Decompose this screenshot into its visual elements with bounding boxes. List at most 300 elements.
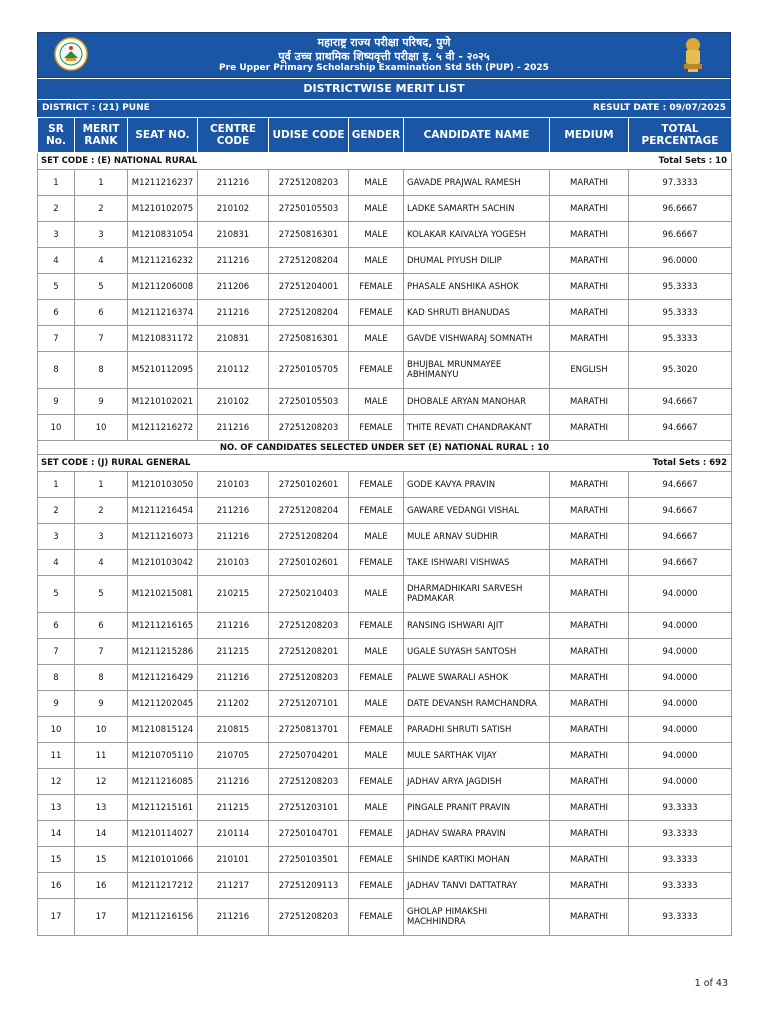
cell-gender: FEMALE	[349, 550, 404, 576]
cell-sr-no: 1	[38, 170, 75, 196]
cell-sr-no: 2	[38, 196, 75, 222]
cell-gender: MALE	[349, 196, 404, 222]
cell-udise-code: 27251208204	[269, 248, 349, 274]
cell-sr-no: 2	[38, 498, 75, 524]
cell-seat-no: M1211216073	[128, 524, 198, 550]
cell-candidate-name: MULE SARTHAK VIJAY	[404, 743, 550, 769]
cell-centre-code: 211217	[198, 873, 269, 899]
header-exam-name-marathi: पूर्व उच्च प्राथमिक शिष्यवृत्ती परीक्षा इ. ५ वी - २०२५	[278, 50, 490, 63]
table-row	[38, 524, 732, 550]
cell-medium: MARATHI	[550, 899, 629, 936]
cell-merit-rank: 7	[75, 326, 128, 352]
cell-seat-no: M1210705110	[128, 743, 198, 769]
cell-candidate-name: PARADHI SHRUTI SATISH	[404, 717, 550, 743]
cell-sr-no: 13	[38, 795, 75, 821]
cell-centre-code: 211216	[198, 524, 269, 550]
cell-centre-code: 211206	[198, 274, 269, 300]
cell-merit-rank: 9	[75, 389, 128, 415]
cell-sr-no: 5	[38, 576, 75, 613]
cell-total-percentage: 94.0000	[629, 743, 732, 769]
cell-merit-rank: 11	[75, 743, 128, 769]
table-row	[38, 717, 732, 743]
cell-centre-code: 210101	[198, 847, 269, 873]
cell-merit-rank: 12	[75, 769, 128, 795]
table-row	[38, 326, 732, 352]
cell-gender: MALE	[349, 248, 404, 274]
cell-medium: MARATHI	[550, 326, 629, 352]
cell-merit-rank: 2	[75, 196, 128, 222]
cell-total-percentage: 94.6667	[629, 498, 732, 524]
cell-sr-no: 3	[38, 222, 75, 248]
cell-candidate-name: BHUJBAL MRUNMAYEE ABHIMANYU	[404, 352, 550, 389]
table-row	[38, 665, 732, 691]
set-header-cell	[38, 455, 732, 472]
cell-merit-rank: 7	[75, 639, 128, 665]
cell-sr-no: 14	[38, 821, 75, 847]
cell-seat-no: M1210102021	[128, 389, 198, 415]
cell-gender: FEMALE	[349, 300, 404, 326]
cell-medium: MARATHI	[550, 769, 629, 795]
cell-medium: MARATHI	[550, 248, 629, 274]
cell-medium: MARATHI	[550, 576, 629, 613]
cell-seat-no: M1211216156	[128, 899, 198, 936]
cell-seat-no: M1211216237	[128, 170, 198, 196]
table-row	[38, 847, 732, 873]
cell-gender: MALE	[349, 743, 404, 769]
cell-merit-rank: 1	[75, 170, 128, 196]
state-emblem-icon	[680, 36, 706, 74]
cell-merit-rank: 2	[75, 498, 128, 524]
cell-centre-code: 210103	[198, 550, 269, 576]
cell-medium: MARATHI	[550, 222, 629, 248]
cell-total-percentage: 94.6667	[629, 415, 732, 441]
cell-gender: MALE	[349, 326, 404, 352]
cell-candidate-name: THITE REVATI CHANDRAKANT	[404, 415, 550, 441]
cell-medium: MARATHI	[550, 717, 629, 743]
cell-sr-no: 8	[38, 665, 75, 691]
cell-candidate-name: GHOLAP HIMAKSHI MACHHINDRA	[404, 899, 550, 936]
document-header	[37, 32, 731, 78]
cell-gender: FEMALE	[349, 847, 404, 873]
cell-merit-rank: 8	[75, 352, 128, 389]
cell-gender: FEMALE	[349, 613, 404, 639]
cell-seat-no: M1211216454	[128, 498, 198, 524]
header-council-name: महाराष्ट्र राज्य परीक्षा परिषद, पुणे	[317, 36, 451, 49]
col-centre-code: CENTRE CODE	[198, 118, 269, 153]
cell-seat-no: M1211206008	[128, 274, 198, 300]
cell-sr-no: 16	[38, 873, 75, 899]
col-udise-code: UDISE CODE	[269, 118, 349, 153]
header-exam-name-english: Pre Upper Primary Scholarship Examination Std 5th (PUP) - 2025	[219, 63, 549, 73]
cell-total-percentage: 94.0000	[629, 769, 732, 795]
table-row	[38, 550, 732, 576]
district-bar	[37, 99, 731, 117]
col-sr-no: SR No.	[38, 118, 75, 153]
cell-merit-rank: 6	[75, 300, 128, 326]
cell-merit-rank: 8	[75, 665, 128, 691]
cell-candidate-name: LADKE SAMARTH SACHIN	[404, 196, 550, 222]
cell-gender: MALE	[349, 639, 404, 665]
document-title: DISTRICTWISE MERIT LIST	[37, 78, 731, 99]
cell-total-percentage: 93.3333	[629, 899, 732, 936]
cell-total-percentage: 93.3333	[629, 821, 732, 847]
set-total-label: Total Sets : 10	[658, 156, 727, 166]
cell-sr-no: 11	[38, 743, 75, 769]
cell-sr-no: 17	[38, 899, 75, 936]
cell-udise-code: 27251208203	[269, 415, 349, 441]
cell-udise-code: 27250105705	[269, 352, 349, 389]
set-header-cell	[38, 153, 732, 170]
cell-centre-code: 210705	[198, 743, 269, 769]
cell-gender: FEMALE	[349, 717, 404, 743]
cell-sr-no: 7	[38, 326, 75, 352]
page-number: 1 of 43	[694, 978, 728, 989]
merit-table	[37, 117, 732, 936]
cell-seat-no: M5210112095	[128, 352, 198, 389]
cell-candidate-name: GAWARE VEDANGI VISHAL	[404, 498, 550, 524]
cell-sr-no: 12	[38, 769, 75, 795]
cell-centre-code: 211216	[198, 300, 269, 326]
cell-total-percentage: 94.6667	[629, 524, 732, 550]
set-code-label: SET CODE : (J) RURAL GENERAL	[41, 458, 191, 468]
cell-centre-code: 210815	[198, 717, 269, 743]
cell-medium: MARATHI	[550, 389, 629, 415]
cell-total-percentage: 94.0000	[629, 717, 732, 743]
cell-gender: MALE	[349, 389, 404, 415]
cell-candidate-name: DHARMADHIKARI SARVESH PADMAKAR	[404, 576, 550, 613]
cell-seat-no: M1210831172	[128, 326, 198, 352]
table-row	[38, 170, 732, 196]
cell-gender: MALE	[349, 576, 404, 613]
cell-merit-rank: 1	[75, 472, 128, 498]
cell-udise-code: 27250816301	[269, 222, 349, 248]
cell-udise-code: 27251208203	[269, 899, 349, 936]
table-row	[38, 899, 732, 936]
cell-seat-no: M1211215286	[128, 639, 198, 665]
set-summary: NO. OF CANDIDATES SELECTED UNDER SET (E) NATIONAL RURAL : 10	[38, 441, 732, 455]
cell-merit-rank: 17	[75, 899, 128, 936]
table-row	[38, 274, 732, 300]
cell-centre-code: 211216	[198, 613, 269, 639]
cell-sr-no: 15	[38, 847, 75, 873]
cell-sr-no: 10	[38, 717, 75, 743]
cell-merit-rank: 3	[75, 222, 128, 248]
col-merit-rank: MERIT RANK	[75, 118, 128, 153]
cell-medium: MARATHI	[550, 196, 629, 222]
cell-total-percentage: 95.3333	[629, 326, 732, 352]
cell-centre-code: 210831	[198, 326, 269, 352]
cell-candidate-name: KAD SHRUTI BHANUDAS	[404, 300, 550, 326]
cell-candidate-name: SHINDE KARTIKI MOHAN	[404, 847, 550, 873]
cell-medium: MARATHI	[550, 665, 629, 691]
cell-gender: MALE	[349, 222, 404, 248]
cell-gender: FEMALE	[349, 472, 404, 498]
cell-candidate-name: DHOBALE ARYAN MANOHAR	[404, 389, 550, 415]
cell-udise-code: 27250102601	[269, 472, 349, 498]
cell-candidate-name: GAVDE VISHWARAJ SOMNATH	[404, 326, 550, 352]
cell-centre-code: 210215	[198, 576, 269, 613]
cell-sr-no: 10	[38, 415, 75, 441]
cell-candidate-name: UGALE SUYASH SANTOSH	[404, 639, 550, 665]
cell-seat-no: M1210215081	[128, 576, 198, 613]
cell-gender: MALE	[349, 524, 404, 550]
cell-seat-no: M1211216429	[128, 665, 198, 691]
cell-merit-rank: 4	[75, 550, 128, 576]
cell-centre-code: 211215	[198, 795, 269, 821]
cell-medium: MARATHI	[550, 639, 629, 665]
cell-merit-rank: 10	[75, 415, 128, 441]
cell-seat-no: M1210103050	[128, 472, 198, 498]
cell-seat-no: M1211216165	[128, 613, 198, 639]
table-row	[38, 248, 732, 274]
cell-merit-rank: 4	[75, 248, 128, 274]
cell-medium: MARATHI	[550, 170, 629, 196]
cell-medium: MARATHI	[550, 691, 629, 717]
cell-merit-rank: 16	[75, 873, 128, 899]
cell-candidate-name: MULE ARNAV SUDHIR	[404, 524, 550, 550]
cell-gender: FEMALE	[349, 769, 404, 795]
cell-total-percentage: 93.3333	[629, 847, 732, 873]
cell-udise-code: 27251207101	[269, 691, 349, 717]
cell-udise-code: 27251209113	[269, 873, 349, 899]
cell-medium: MARATHI	[550, 743, 629, 769]
col-seat-no: SEAT NO.	[128, 118, 198, 153]
cell-total-percentage: 94.0000	[629, 576, 732, 613]
cell-udise-code: 27251208204	[269, 498, 349, 524]
cell-udise-code: 27250210403	[269, 576, 349, 613]
cell-merit-rank: 5	[75, 576, 128, 613]
cell-seat-no: M1211216374	[128, 300, 198, 326]
cell-centre-code: 211202	[198, 691, 269, 717]
cell-medium: MARATHI	[550, 873, 629, 899]
cell-total-percentage: 96.6667	[629, 222, 732, 248]
cell-gender: FEMALE	[349, 498, 404, 524]
cell-gender: FEMALE	[349, 352, 404, 389]
cell-seat-no: M1210102075	[128, 196, 198, 222]
cell-udise-code: 27251208203	[269, 665, 349, 691]
table-row	[38, 613, 732, 639]
cell-centre-code: 210102	[198, 196, 269, 222]
cell-seat-no: M1210101066	[128, 847, 198, 873]
cell-centre-code: 211216	[198, 665, 269, 691]
cell-udise-code: 27250102601	[269, 550, 349, 576]
col-gender: GENDER	[349, 118, 404, 153]
cell-gender: FEMALE	[349, 415, 404, 441]
cell-gender: FEMALE	[349, 821, 404, 847]
set-total-label: Total Sets : 692	[652, 458, 727, 468]
cell-merit-rank: 6	[75, 613, 128, 639]
cell-centre-code: 211215	[198, 639, 269, 665]
cell-medium: MARATHI	[550, 795, 629, 821]
cell-total-percentage: 94.6667	[629, 550, 732, 576]
cell-total-percentage: 96.0000	[629, 248, 732, 274]
cell-medium: MARATHI	[550, 472, 629, 498]
cell-total-percentage: 94.0000	[629, 665, 732, 691]
cell-candidate-name: GODE KAVYA PRAVIN	[404, 472, 550, 498]
cell-total-percentage: 94.6667	[629, 472, 732, 498]
cell-gender: FEMALE	[349, 873, 404, 899]
cell-sr-no: 3	[38, 524, 75, 550]
cell-gender: MALE	[349, 795, 404, 821]
cell-medium: MARATHI	[550, 613, 629, 639]
cell-seat-no: M1211216085	[128, 769, 198, 795]
cell-candidate-name: PINGALE PRANIT PRAVIN	[404, 795, 550, 821]
cell-medium: MARATHI	[550, 300, 629, 326]
cell-total-percentage: 94.0000	[629, 639, 732, 665]
cell-seat-no: M1211216272	[128, 415, 198, 441]
col-candidate-name: CANDIDATE NAME	[404, 118, 550, 153]
cell-udise-code: 27251208204	[269, 524, 349, 550]
cell-medium: MARATHI	[550, 274, 629, 300]
cell-centre-code: 210112	[198, 352, 269, 389]
cell-centre-code: 210831	[198, 222, 269, 248]
table-row	[38, 639, 732, 665]
cell-sr-no: 9	[38, 691, 75, 717]
cell-total-percentage: 95.3020	[629, 352, 732, 389]
cell-total-percentage: 97.3333	[629, 170, 732, 196]
cell-total-percentage: 94.6667	[629, 389, 732, 415]
cell-gender: MALE	[349, 170, 404, 196]
cell-centre-code: 211216	[198, 415, 269, 441]
cell-sr-no: 8	[38, 352, 75, 389]
cell-udise-code: 27251204001	[269, 274, 349, 300]
cell-udise-code: 27251203101	[269, 795, 349, 821]
cell-seat-no: M1210103042	[128, 550, 198, 576]
cell-medium: MARATHI	[550, 550, 629, 576]
cell-seat-no: M1211216232	[128, 248, 198, 274]
cell-candidate-name: DATE DEVANSH RAMCHANDRA	[404, 691, 550, 717]
cell-total-percentage: 94.0000	[629, 691, 732, 717]
cell-medium: MARATHI	[550, 847, 629, 873]
table-row	[38, 795, 732, 821]
cell-seat-no: M1210114027	[128, 821, 198, 847]
cell-udise-code: 27251208203	[269, 613, 349, 639]
cell-gender: FEMALE	[349, 899, 404, 936]
cell-candidate-name: DHUMAL PIYUSH DILIP	[404, 248, 550, 274]
cell-medium: ENGLISH	[550, 352, 629, 389]
cell-centre-code: 210114	[198, 821, 269, 847]
cell-candidate-name: PALWE SWARALI ASHOK	[404, 665, 550, 691]
cell-total-percentage: 96.6667	[629, 196, 732, 222]
table-row	[38, 769, 732, 795]
table-header-row	[38, 118, 732, 153]
set-header-row	[38, 455, 732, 472]
table-row	[38, 352, 732, 389]
cell-gender: FEMALE	[349, 274, 404, 300]
cell-merit-rank: 15	[75, 847, 128, 873]
table-row	[38, 498, 732, 524]
table-row	[38, 472, 732, 498]
cell-sr-no: 7	[38, 639, 75, 665]
cell-sr-no: 6	[38, 300, 75, 326]
table-row	[38, 691, 732, 717]
set-header-row	[38, 153, 732, 170]
cell-udise-code: 27250813701	[269, 717, 349, 743]
table-row	[38, 196, 732, 222]
cell-centre-code: 211216	[198, 170, 269, 196]
col-medium: MEDIUM	[550, 118, 629, 153]
cell-centre-code: 211216	[198, 769, 269, 795]
cell-medium: MARATHI	[550, 821, 629, 847]
cell-centre-code: 211216	[198, 498, 269, 524]
table-row	[38, 415, 732, 441]
cell-udise-code: 27251208204	[269, 300, 349, 326]
cell-seat-no: M1210831054	[128, 222, 198, 248]
cell-gender: MALE	[349, 691, 404, 717]
cell-total-percentage: 93.3333	[629, 795, 732, 821]
cell-medium: MARATHI	[550, 498, 629, 524]
cell-udise-code: 27251208203	[269, 769, 349, 795]
cell-medium: MARATHI	[550, 524, 629, 550]
cell-gender: FEMALE	[349, 665, 404, 691]
cell-candidate-name: JADHAV ARYA JAGDISH	[404, 769, 550, 795]
cell-candidate-name: JADHAV TANVI DATTATRAY	[404, 873, 550, 899]
cell-centre-code: 210102	[198, 389, 269, 415]
table-row	[38, 821, 732, 847]
merit-list-page	[37, 32, 731, 936]
district-label: DISTRICT : (21) PUNE	[42, 103, 150, 113]
cell-udise-code: 27250105503	[269, 389, 349, 415]
cell-total-percentage: 93.3333	[629, 873, 732, 899]
cell-medium: MARATHI	[550, 415, 629, 441]
cell-candidate-name: KOLAKAR KAIVALYA YOGESH	[404, 222, 550, 248]
col-total-percentage: TOTAL PERCENTAGE	[629, 118, 732, 153]
cell-candidate-name: JADHAV SWARA PRAVIN	[404, 821, 550, 847]
cell-sr-no: 9	[38, 389, 75, 415]
cell-udise-code: 27250103501	[269, 847, 349, 873]
cell-merit-rank: 5	[75, 274, 128, 300]
set-summary-row	[38, 441, 732, 455]
cell-sr-no: 6	[38, 613, 75, 639]
cell-candidate-name: GAVADE PRAJWAL RAMESH	[404, 170, 550, 196]
cell-sr-no: 1	[38, 472, 75, 498]
cell-seat-no: M1211217212	[128, 873, 198, 899]
cell-candidate-name: TAKE ISHWARI VISHWAS	[404, 550, 550, 576]
table-row	[38, 743, 732, 769]
cell-merit-rank: 9	[75, 691, 128, 717]
table-row	[38, 389, 732, 415]
cell-total-percentage: 95.3333	[629, 300, 732, 326]
cell-centre-code: 211216	[198, 899, 269, 936]
cell-candidate-name: PHASALE ANSHIKA ASHOK	[404, 274, 550, 300]
cell-udise-code: 27250816301	[269, 326, 349, 352]
cell-udise-code: 27250704201	[269, 743, 349, 769]
table-row	[38, 873, 732, 899]
cell-udise-code: 27251208203	[269, 170, 349, 196]
cell-centre-code: 210103	[198, 472, 269, 498]
cell-sr-no: 5	[38, 274, 75, 300]
cell-merit-rank: 14	[75, 821, 128, 847]
table-row	[38, 576, 732, 613]
cell-seat-no: M1211215161	[128, 795, 198, 821]
cell-merit-rank: 13	[75, 795, 128, 821]
cell-sr-no: 4	[38, 248, 75, 274]
set-code-label: SET CODE : (E) NATIONAL RURAL	[41, 156, 198, 166]
table-row	[38, 300, 732, 326]
result-date: RESULT DATE : 09/07/2025	[593, 103, 726, 113]
cell-merit-rank: 10	[75, 717, 128, 743]
cell-udise-code: 27250104701	[269, 821, 349, 847]
cell-merit-rank: 3	[75, 524, 128, 550]
table-row	[38, 222, 732, 248]
cell-candidate-name: RANSING ISHWARI AJIT	[404, 613, 550, 639]
cell-seat-no: M1211202045	[128, 691, 198, 717]
cell-sr-no: 4	[38, 550, 75, 576]
cell-total-percentage: 95.3333	[629, 274, 732, 300]
cell-udise-code: 27250105503	[269, 196, 349, 222]
cell-seat-no: M1210815124	[128, 717, 198, 743]
cell-udise-code: 27251208201	[269, 639, 349, 665]
